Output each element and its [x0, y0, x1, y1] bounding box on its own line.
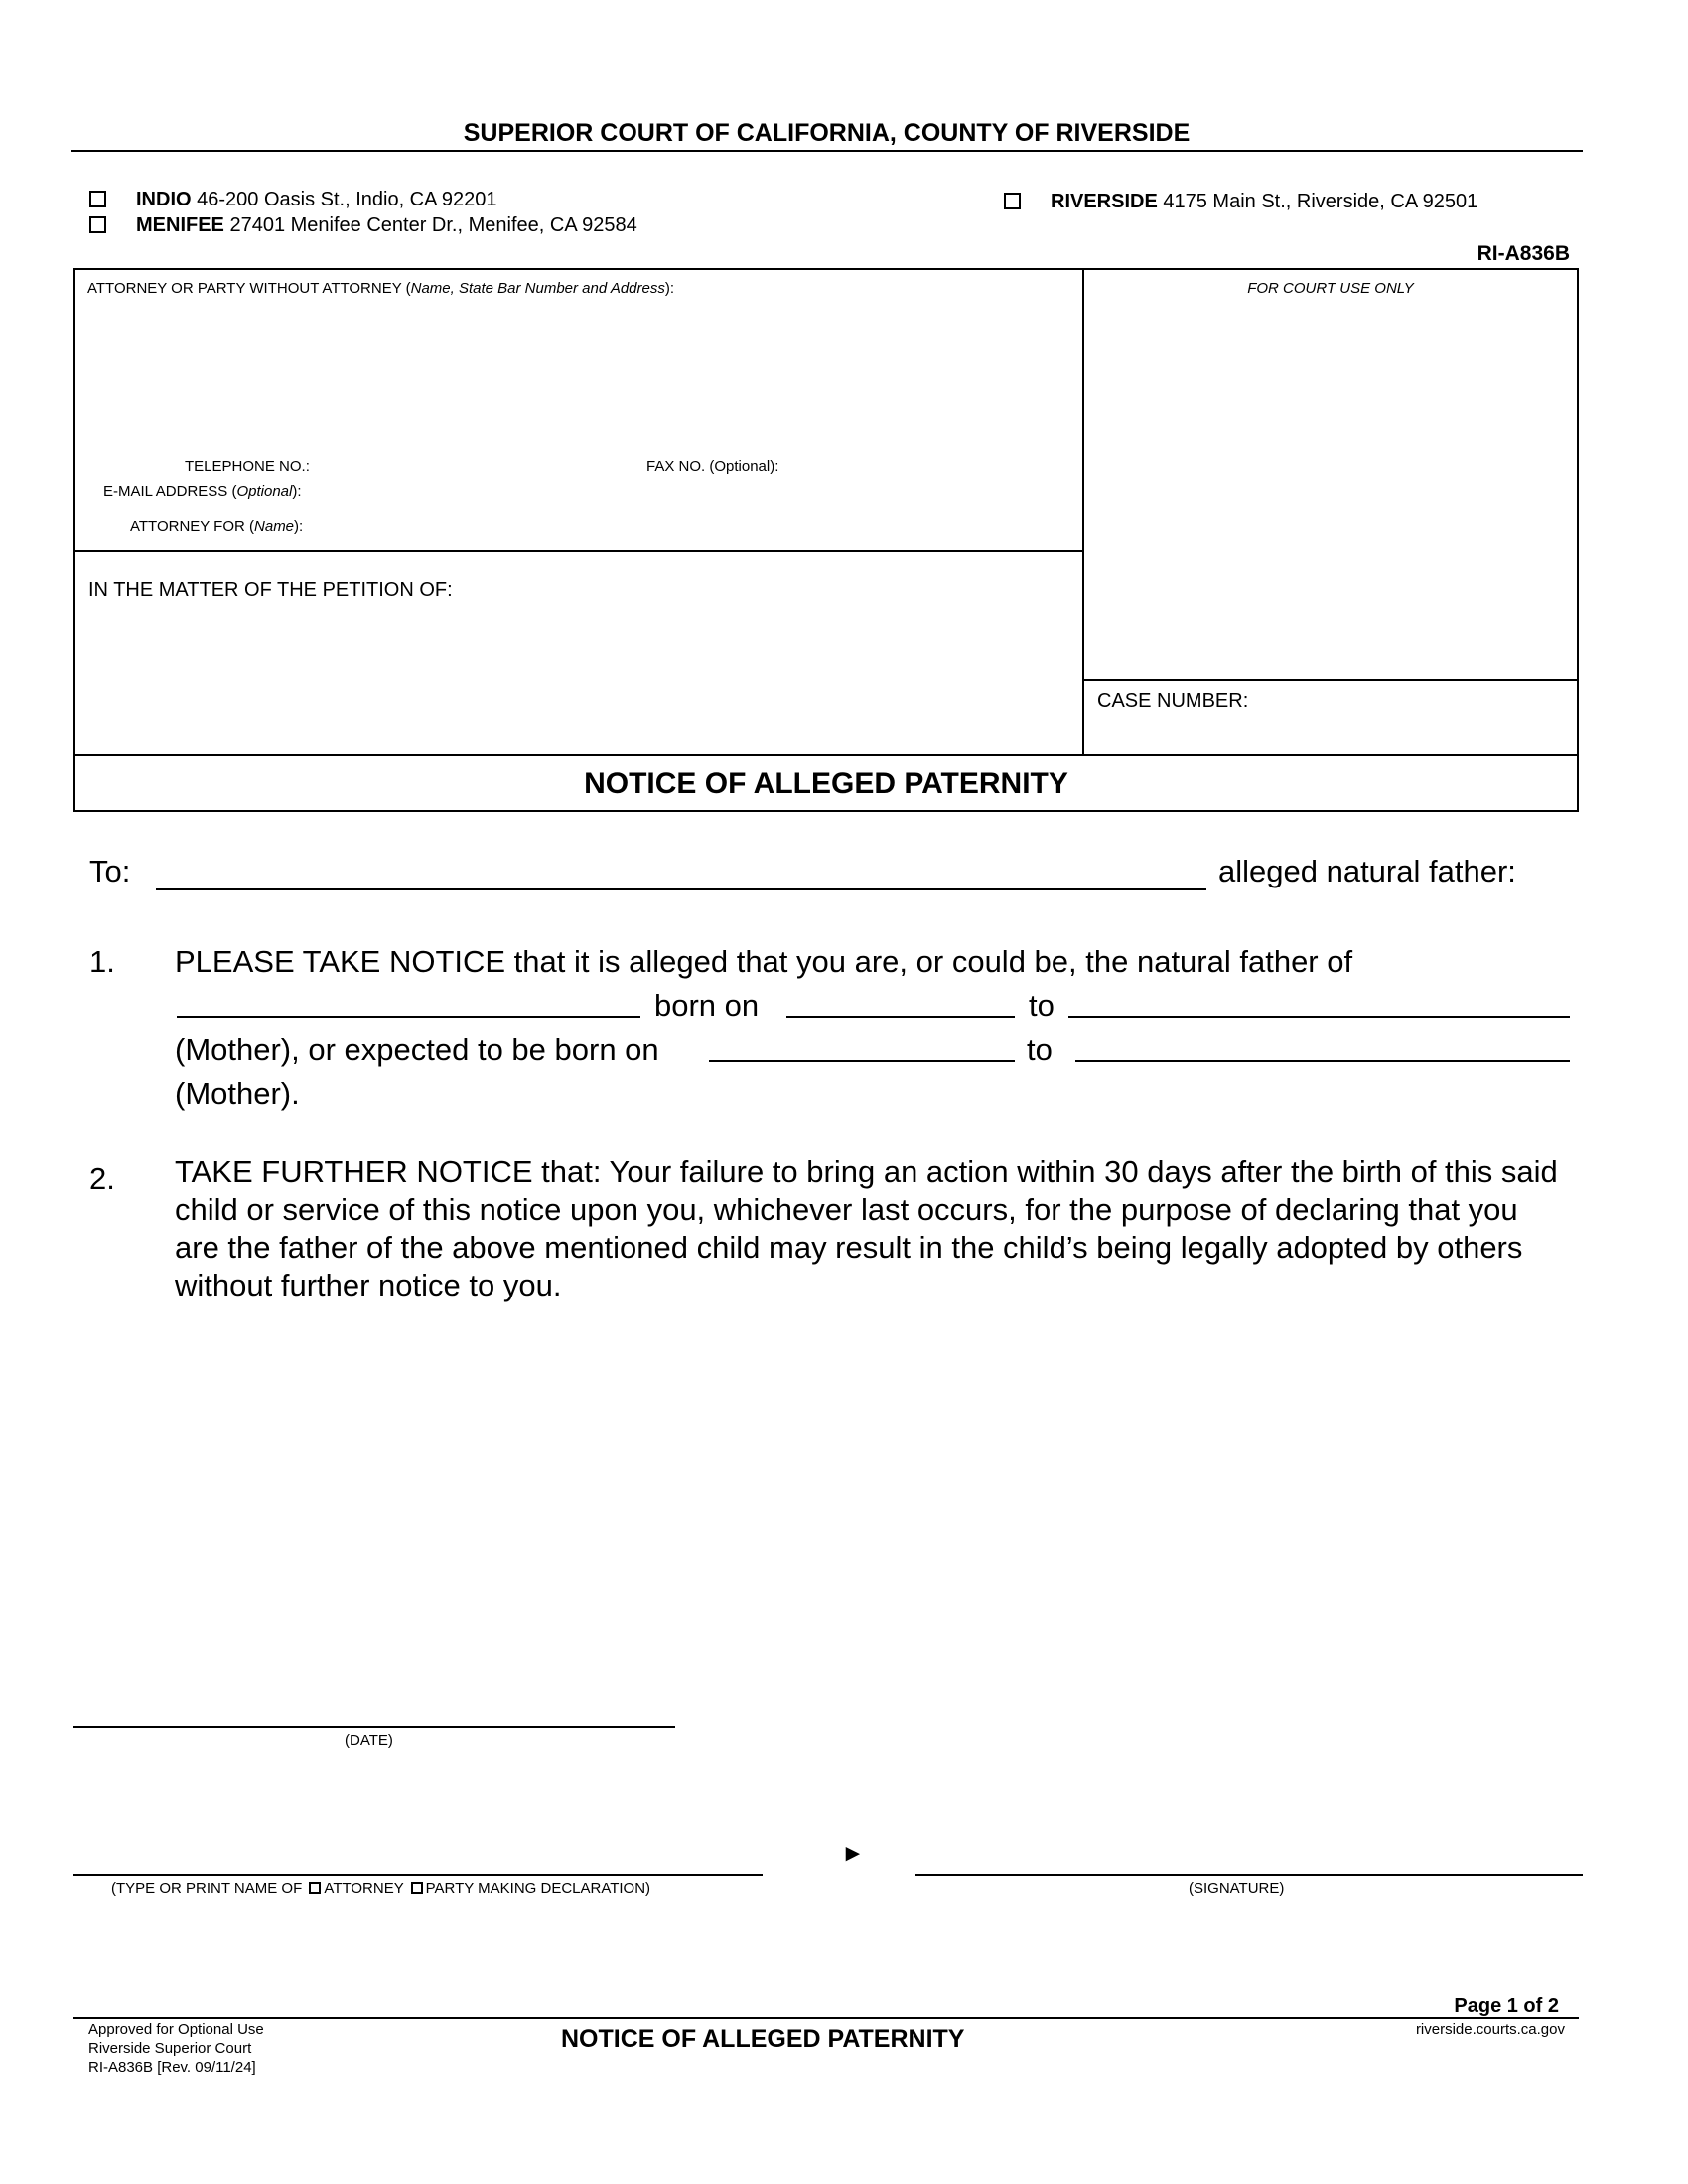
mother-name-field-2[interactable] — [1075, 1060, 1570, 1062]
to-word-1: to — [1029, 988, 1055, 1023]
footer-title: NOTICE OF ALLEGED PATERNITY — [561, 2025, 965, 2053]
child-name-field[interactable] — [177, 1016, 640, 1018]
expected-date-field[interactable] — [709, 1060, 1015, 1062]
header-rule — [71, 150, 1583, 152]
signature-field[interactable] — [915, 1874, 1583, 1876]
court-option-menifee: MENIFEE 27401 Menifee Center Dr., Menifee, CA 92584 — [89, 214, 637, 237]
date-field[interactable] — [73, 1726, 675, 1728]
to-word-2: to — [1027, 1032, 1053, 1067]
born-on-label: born on — [654, 988, 760, 1023]
matter-label: IN THE MATTER OF THE PETITION OF: — [88, 579, 453, 601]
footer-court: Riverside Superior Court — [88, 2040, 252, 2057]
attorney-box[interactable] — [73, 268, 1084, 552]
party-checkbox[interactable] — [411, 1882, 423, 1894]
attorney-for-label: ATTORNEY FOR (Name): — [130, 518, 304, 535]
form-title: NOTICE OF ALLEGED PATERNITY — [584, 767, 1068, 800]
date-label: (DATE) — [345, 1732, 393, 1749]
footer-rule — [73, 2017, 1579, 2019]
court-use-box — [1082, 268, 1579, 681]
printed-name-field[interactable] — [73, 1874, 763, 1876]
mother-name-field-1[interactable] — [1068, 1016, 1570, 1018]
item2-text: TAKE FURTHER NOTICE that: Your failure to bring an action within 30 days after the birth of this said child or service of this notice upon you, whichever last occurs, for the purpose of declaring that you are the father of the above mentioned child may result in the child’s being legally adopted by others without further notice to you. — [175, 1155, 1558, 1302]
court-option-indio: INDIO 46-200 Oasis St., Indio, CA 92201 — [89, 189, 497, 211]
item1-number: 1. — [89, 944, 115, 979]
riverside-checkbox[interactable] — [1004, 193, 1021, 209]
footer-website: riverside.courts.ca.gov — [1415, 2021, 1565, 2038]
court-option-riverside: RIVERSIDE 4175 Main St., Riverside, CA 92501 — [1004, 191, 1477, 213]
to-suffix: alleged natural father: — [1218, 854, 1516, 888]
to-label: To: — [89, 854, 131, 888]
footer-approved: Approved for Optional Use — [88, 2021, 264, 2038]
attorney-label: ATTORNEY OR PARTY WITHOUT ATTORNEY (Name, State Bar Number and Address): — [87, 280, 675, 297]
form-number: RI-A836B — [1477, 242, 1570, 265]
item2-number: 2. — [89, 1161, 115, 1196]
fax-label: FAX NO. (Optional): — [646, 458, 779, 475]
menifee-checkbox[interactable] — [89, 216, 106, 233]
mother-end: (Mother). — [175, 1076, 300, 1111]
mother-or-expected: (Mother), or expected to be born on — [175, 1032, 659, 1067]
birth-date-field[interactable] — [786, 1016, 1015, 1018]
telephone-label: TELEPHONE NO.: — [185, 458, 310, 475]
attorney-checkbox[interactable] — [309, 1882, 321, 1894]
case-number-label: CASE NUMBER: — [1097, 690, 1249, 712]
indio-checkbox[interactable] — [89, 191, 106, 207]
arrow-icon: ► — [841, 1841, 865, 1867]
item1-line1: PLEASE TAKE NOTICE that it is alleged that you are, or could be, the natural father of — [175, 944, 1353, 979]
page-number: Page 1 of 2 — [1454, 1995, 1559, 2017]
email-label: E-MAIL ADDRESS (Optional): — [103, 483, 302, 500]
court-use-label: FOR COURT USE ONLY — [1247, 280, 1414, 297]
alleged-father-name-field[interactable] — [156, 888, 1206, 890]
printed-name-label: (TYPE OR PRINT NAME OF ATTORNEY PARTY MAKING DECLARATION) — [111, 1880, 651, 1897]
court-title: SUPERIOR COURT OF CALIFORNIA, COUNTY OF RIVERSIDE — [463, 119, 1191, 147]
signature-label: (SIGNATURE) — [1189, 1880, 1285, 1897]
footer-revision: RI-A836B [Rev. 09/11/24] — [88, 2059, 256, 2076]
